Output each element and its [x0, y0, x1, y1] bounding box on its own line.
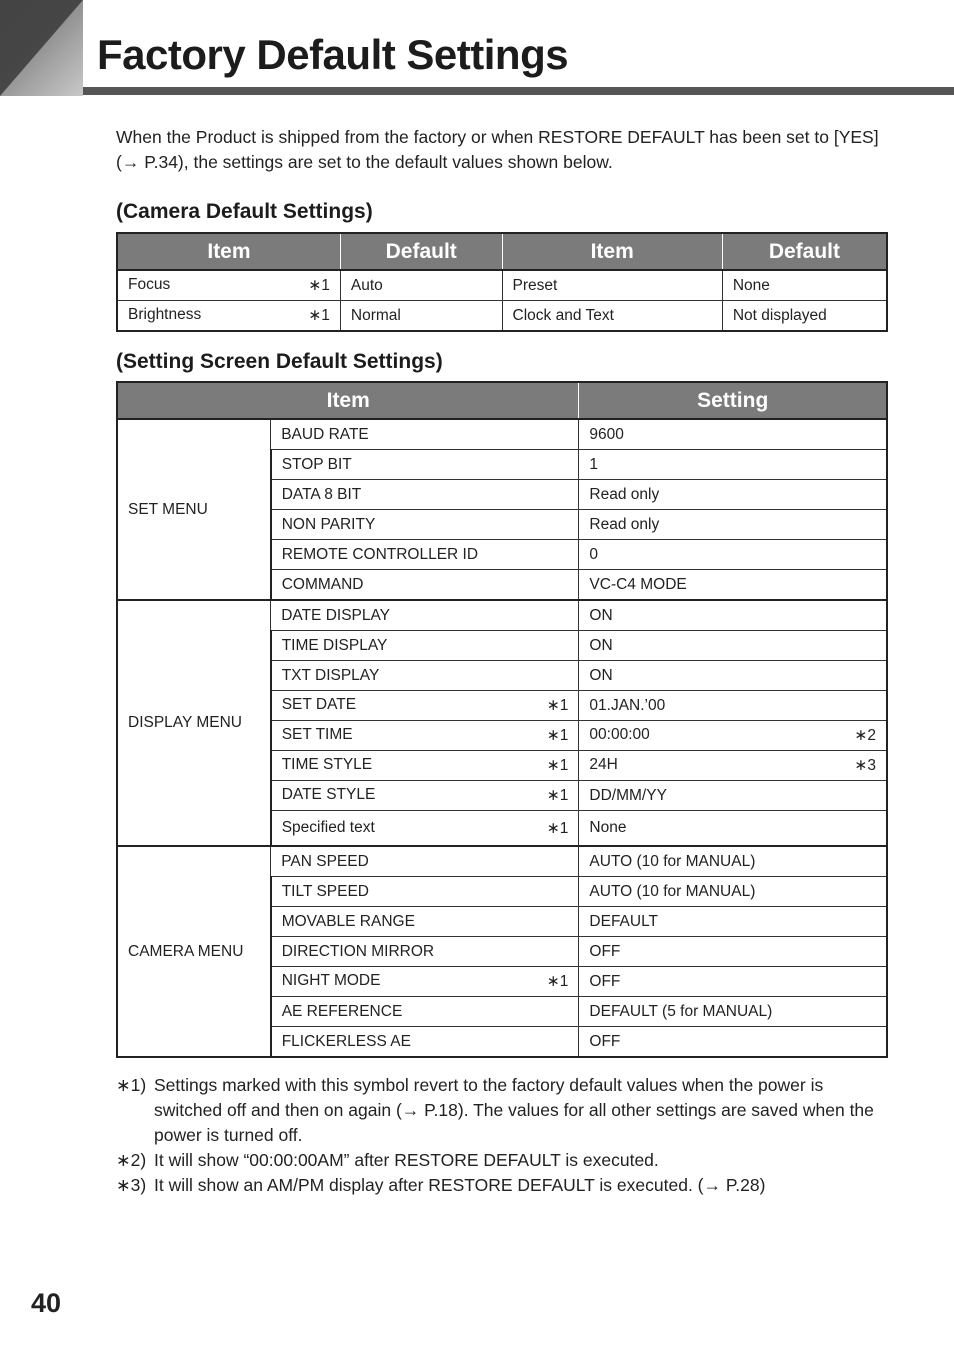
- item-cell: [271, 721, 579, 751]
- item-cell: [271, 937, 579, 967]
- header-default: Default: [722, 233, 887, 270]
- footnote-mark: ∗1): [116, 1075, 147, 1095]
- item-label: REMOTE CONTROLLER ID: [281, 545, 479, 563]
- setting-cell: [579, 540, 887, 570]
- item-label: Focus: [128, 276, 171, 293]
- setting-cell: [579, 997, 887, 1027]
- setting-screen-table: [116, 381, 888, 1058]
- footnote-text: It will show an AM/PM display after RESTORE DEFAULT is executed. (→ P.28): [154, 1175, 766, 1195]
- setting-cell: [579, 480, 887, 510]
- item-cell: [271, 811, 579, 847]
- item-cell: [271, 631, 579, 661]
- item-label: DATE DISPLAY: [281, 606, 391, 624]
- header-item: Item: [117, 233, 340, 270]
- item-label: STOP BIT: [281, 455, 352, 473]
- item-cell: [271, 600, 579, 631]
- setting-value: 01.JAN.’00: [589, 696, 666, 714]
- item-label: Specified text: [281, 818, 375, 836]
- setting-value: 1: [589, 455, 599, 473]
- item-cell: [271, 661, 579, 691]
- setting-cell: [579, 450, 887, 480]
- item-label: SET TIME: [281, 726, 353, 743]
- setting-value: OFF: [589, 972, 621, 990]
- item-cell: [271, 570, 579, 601]
- setting-value: VC-C4 MODE: [589, 575, 687, 593]
- setting-value: DD/MM/YY: [589, 786, 667, 804]
- header-item: Item: [502, 233, 722, 270]
- table-row: [117, 419, 887, 450]
- default-cell: Auto: [340, 270, 502, 301]
- note-mark: ∗2: [854, 727, 876, 744]
- restore-mark: ∗1: [546, 819, 569, 837]
- setting-value: AUTO (10 for MANUAL): [589, 852, 756, 870]
- setting-value: ON: [589, 606, 613, 624]
- page-number: 40: [31, 1288, 62, 1318]
- restore-mark: ∗1: [308, 277, 330, 294]
- setting-cell: [579, 691, 887, 721]
- setting-value: Read only: [589, 515, 660, 533]
- setting-value: 9600: [589, 425, 624, 443]
- restore-mark: ∗1: [546, 757, 569, 774]
- item-label: FLICKERLESS AE: [281, 1032, 411, 1050]
- table-row: [117, 301, 887, 332]
- item-cell: [271, 751, 579, 781]
- menu-group-cell: CAMERA MENU: [117, 846, 271, 1057]
- corner-triangle: [0, 0, 83, 96]
- page-title: Factory Default Settings: [97, 31, 569, 78]
- item-cell: [271, 419, 579, 450]
- setting-value: OFF: [589, 1032, 621, 1050]
- item-label: DATA 8 BIT: [281, 485, 362, 503]
- item-cell: [271, 877, 579, 907]
- setting-cell: [579, 811, 887, 847]
- setting-cell: [579, 781, 887, 811]
- menu-group-cell: DISPLAY MENU: [117, 600, 271, 846]
- item-cell: [271, 967, 579, 997]
- item-label: BAUD RATE: [281, 425, 369, 443]
- item-cell: Preset: [502, 270, 722, 301]
- restore-mark: ∗1: [546, 787, 569, 804]
- item-cell: Clock and Text: [502, 301, 722, 332]
- item-cell: [271, 846, 579, 877]
- footnote: [116, 1148, 896, 1173]
- footnote-mark: ∗3): [116, 1175, 147, 1195]
- setting-cell: [579, 419, 887, 450]
- table-row: [117, 600, 887, 631]
- camera-defaults-table: [116, 232, 888, 332]
- footnote: [116, 1173, 896, 1198]
- item-cell: [271, 1027, 579, 1058]
- setting-value: 00:00:00: [589, 726, 650, 743]
- item-cell: [271, 691, 579, 721]
- item-label: SET DATE: [281, 696, 357, 713]
- item-cell: [117, 270, 340, 301]
- footnote-text: Settings marked with this symbol revert to the factory default values when the power is switched off and then on again (→ P.18). The values for all other settings are saved when the power is turned off.: [154, 1075, 874, 1145]
- restore-mark: ∗1: [308, 307, 330, 324]
- camera-defaults-heading: (Camera Default Settings): [116, 200, 373, 223]
- item-cell: [271, 781, 579, 811]
- default-cell: Normal: [340, 301, 502, 332]
- setting-cell: [579, 570, 887, 601]
- restore-mark: ∗1: [546, 973, 569, 990]
- setting-value: None: [589, 819, 627, 836]
- setting-value: Read only: [589, 485, 660, 503]
- menu-group-cell: SET MENU: [117, 419, 271, 600]
- setting-cell: [579, 846, 887, 877]
- item-cell: [271, 540, 579, 570]
- setting-value: 24H: [589, 756, 618, 773]
- item-cell: [271, 997, 579, 1027]
- item-label: Brightness: [128, 306, 202, 323]
- setting-screen-heading: (Setting Screen Default Settings): [116, 350, 443, 373]
- setting-cell: [579, 661, 887, 691]
- item-label: DATE STYLE: [281, 786, 376, 803]
- title-block: [97, 30, 568, 80]
- footnote-text: It will show “00:00:00AM” after RESTORE DEFAULT is executed.: [154, 1150, 659, 1170]
- setting-value: DEFAULT: [589, 912, 659, 930]
- item-label: TIME STYLE: [281, 756, 373, 773]
- item-cell: [271, 480, 579, 510]
- setting-cell: [579, 937, 887, 967]
- default-cell: None: [722, 270, 887, 301]
- table-header-row: [117, 233, 887, 270]
- item-cell: [271, 450, 579, 480]
- item-cell: [271, 510, 579, 540]
- setting-cell: [579, 967, 887, 997]
- item-label: COMMAND: [281, 575, 364, 593]
- setting-cell: [579, 510, 887, 540]
- footnote: [116, 1073, 896, 1148]
- item-label: TXT DISPLAY: [281, 666, 380, 684]
- footnote-mark: ∗2): [116, 1150, 147, 1170]
- note-mark: ∗3: [854, 757, 876, 774]
- setting-cell: [579, 1027, 887, 1058]
- setting-value: DEFAULT (5 for MANUAL): [589, 1002, 773, 1020]
- header-setting: Setting: [579, 382, 887, 419]
- setting-value: ON: [589, 636, 613, 654]
- setting-value: AUTO (10 for MANUAL): [589, 882, 756, 900]
- item-label: DIRECTION MIRROR: [281, 942, 435, 960]
- item-label: TILT SPEED: [281, 882, 369, 900]
- restore-mark: ∗1: [546, 697, 569, 714]
- item-cell: [271, 907, 579, 937]
- restore-mark: ∗1: [546, 727, 569, 744]
- item-label: PAN SPEED: [281, 852, 369, 870]
- item-label: NON PARITY: [281, 515, 376, 533]
- setting-cell: [579, 751, 887, 781]
- intro-paragraph: When the Product is shipped from the factory or when RESTORE DEFAULT has been set to [YES] (→ P.34), the settings are set to the default values shown below.: [116, 127, 879, 172]
- setting-cell: [579, 721, 887, 751]
- default-cell: Not displayed: [722, 301, 887, 332]
- item-cell: [117, 301, 340, 332]
- setting-cell: [579, 600, 887, 631]
- setting-cell: [579, 877, 887, 907]
- item-label: MOVABLE RANGE: [281, 912, 415, 930]
- table-row: [117, 846, 887, 877]
- item-label: NIGHT MODE: [281, 972, 381, 989]
- item-label: TIME DISPLAY: [281, 636, 388, 654]
- header-default: Default: [340, 233, 502, 270]
- setting-value: ON: [589, 666, 613, 684]
- item-label: AE REFERENCE: [281, 1002, 403, 1020]
- footnotes: [116, 1073, 896, 1198]
- title-rule: [83, 87, 954, 95]
- setting-cell: [579, 907, 887, 937]
- table-row: [117, 270, 887, 301]
- table-header-row: [117, 382, 887, 419]
- header-item: Item: [117, 382, 579, 419]
- setting-cell: [579, 631, 887, 661]
- setting-value: OFF: [589, 942, 621, 960]
- setting-value: 0: [589, 545, 599, 563]
